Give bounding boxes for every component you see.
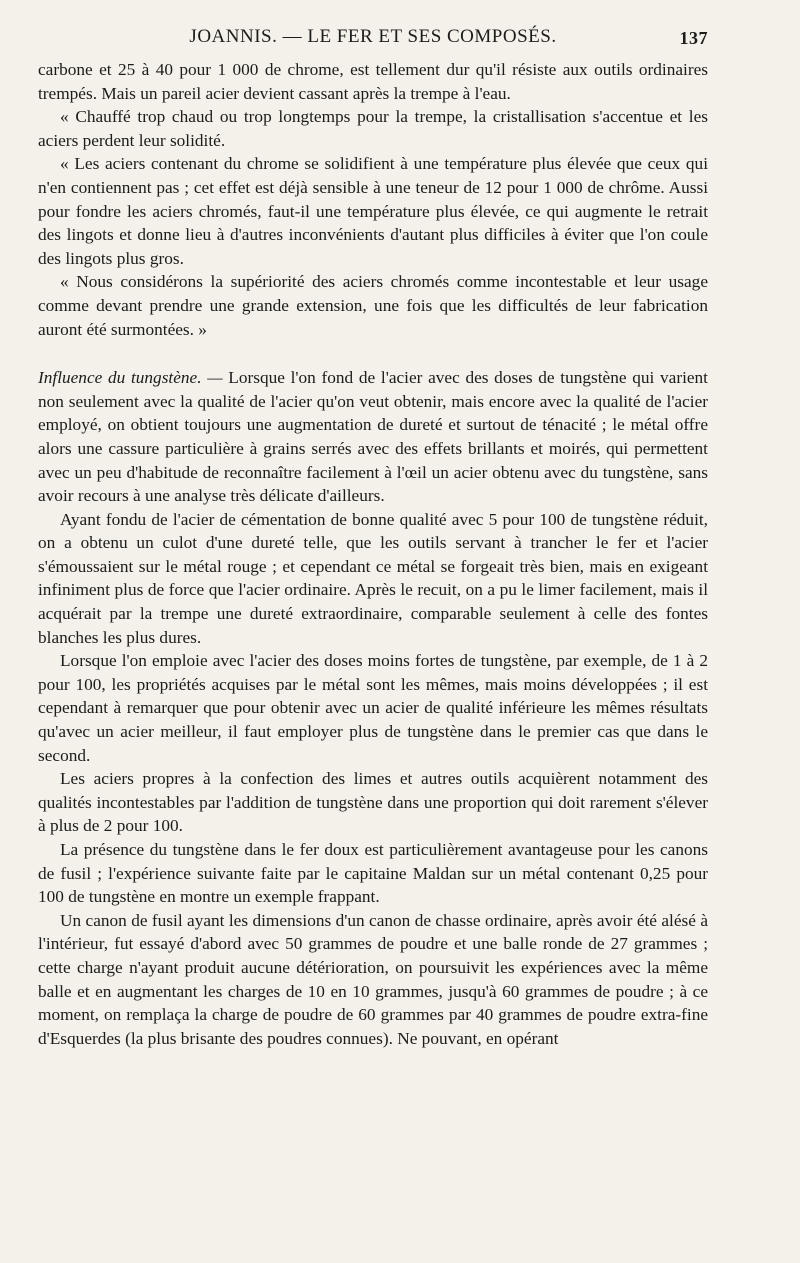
paragraph-text: Lorsque l'on fond de l'acier avec des doses de tungstène qui varient non seulement avec la qualité de l'acier qu'on veut obtenir, mais encore avec la qualité de l'acier employé, on obtient toujours une augmentation de dureté et surtout de ténacité ; le métal offre alors une cassure particulière à grains serrés avec des effets brillants et moirés, qui permettent avec un peu d'habitude de reconnaître facilement à l'œil un acier obtenu avec du tungstène, sans avoir recours à une analyse très délicate d'ailleurs. [38, 368, 708, 506]
running-title: JOANNIS. — LE FER ET SES COMPOSÉS. [189, 26, 557, 47]
paragraph: « Chauffé trop chaud ou trop longtemps pour la trempe, la cristallisation s'accentue et les aciers perdent leur solidité. [38, 107, 708, 150]
paragraph: Lorsque l'on emploie avec l'acier des doses moins fortes de tungstène, par exemple, de 1 à 2 pour 100, les propriétés acquises par le métal sont les mêmes, mais moins développées ; il est cependant à remarquer que pour obtenir avec un acier de qualité inférieure les mêmes résultats qu'avec un acier meilleur, il faut employer plus de tungstène dans le premier cas que dans le second. [38, 651, 708, 765]
paragraph: carbone et 25 à 40 pour 1 000 de chrome, est tellement dur qu'il résiste aux outils ordinaires trempés. Mais un pareil acier devient cassant après la trempe à l'eau. [38, 60, 708, 103]
paragraph: Un canon de fusil ayant les dimensions d'un canon de chasse ordinaire, après avoir été alésé à l'intérieur, fut essayé d'abord avec 50 grammes de poudre et une balle ronde de 27 grammes ; cette charge n'ayant produit aucune détérioration, on poursuivit les expériences avec la même balle et en augmentant les charges de 10 en 10 grammes, jusqu'à 60 grammes de poudre ; à ce moment, on remplaça la charge de poudre de 60 grammes par 40 grammes de poudre extra-fine d'Esquerdes (la plus brisante des poudres connues). Ne pouvant, en opérant [38, 910, 708, 1048]
paragraph: « Les aciers contenant du chrome se solidifient à une température plus élevée que ceux qui n'en contiennent pas ; cet effet est déjà sensible à une teneur de 12 pour 1 000 de chrôme. Aussi pour fondre les aciers chromés, faut-il une température plus élevée, ce qui augmente le retrait des lingots et donne lieu à d'autres inconvénients d'autant plus difficiles à éviter que l'on coule des lingots plus gros. [38, 154, 708, 268]
paragraph: Ayant fondu de l'acier de cémentation de bonne qualité avec 5 pour 100 de tungstène réduit, on a obtenu un culot d'une dureté telle, que les outils servant à trancher le fer et l'acier s'émoussaient sur le métal rouge ; et cependant ce métal se forgeait très bien, mais en exigeant infiniment plus de force que l'acier ordinaire. Après le recuit, on a pu le limer facilement, mais il acquérait par la trempe une dureté extraordinaire, comparable seulement à celle des fontes blanches les plus dures. [38, 509, 708, 647]
paragraph: « Nous considérons la supériorité des aciers chromés comme incontestable et leur usage comme devant prendre une grande extension, une fois que les difficultés de leur fabrication auront été surmontées. » [38, 272, 708, 339]
page-number: 137 [679, 28, 708, 48]
section-title: Influence du tungstène. — [38, 368, 223, 388]
paragraph: La présence du tungstène dans le fer doux est particulièrement avantageuse pour les canons de fusil ; l'expérience suivante faite par le capitaine Maldan sur un métal contenant 0,25 pour 100 de tungstène en montre un exemple frappant. [38, 840, 708, 907]
running-header [38, 26, 708, 52]
paragraph-with-section-title [38, 366, 708, 508]
paragraph: Les aciers propres à la confection des limes et autres outils acquièrent notamment des qualités incontestables par l'addition de tungstène dans une proportion qui doit rarement s'élever à plus de 2 pour 100. [38, 769, 708, 836]
body-text [38, 58, 708, 1050]
